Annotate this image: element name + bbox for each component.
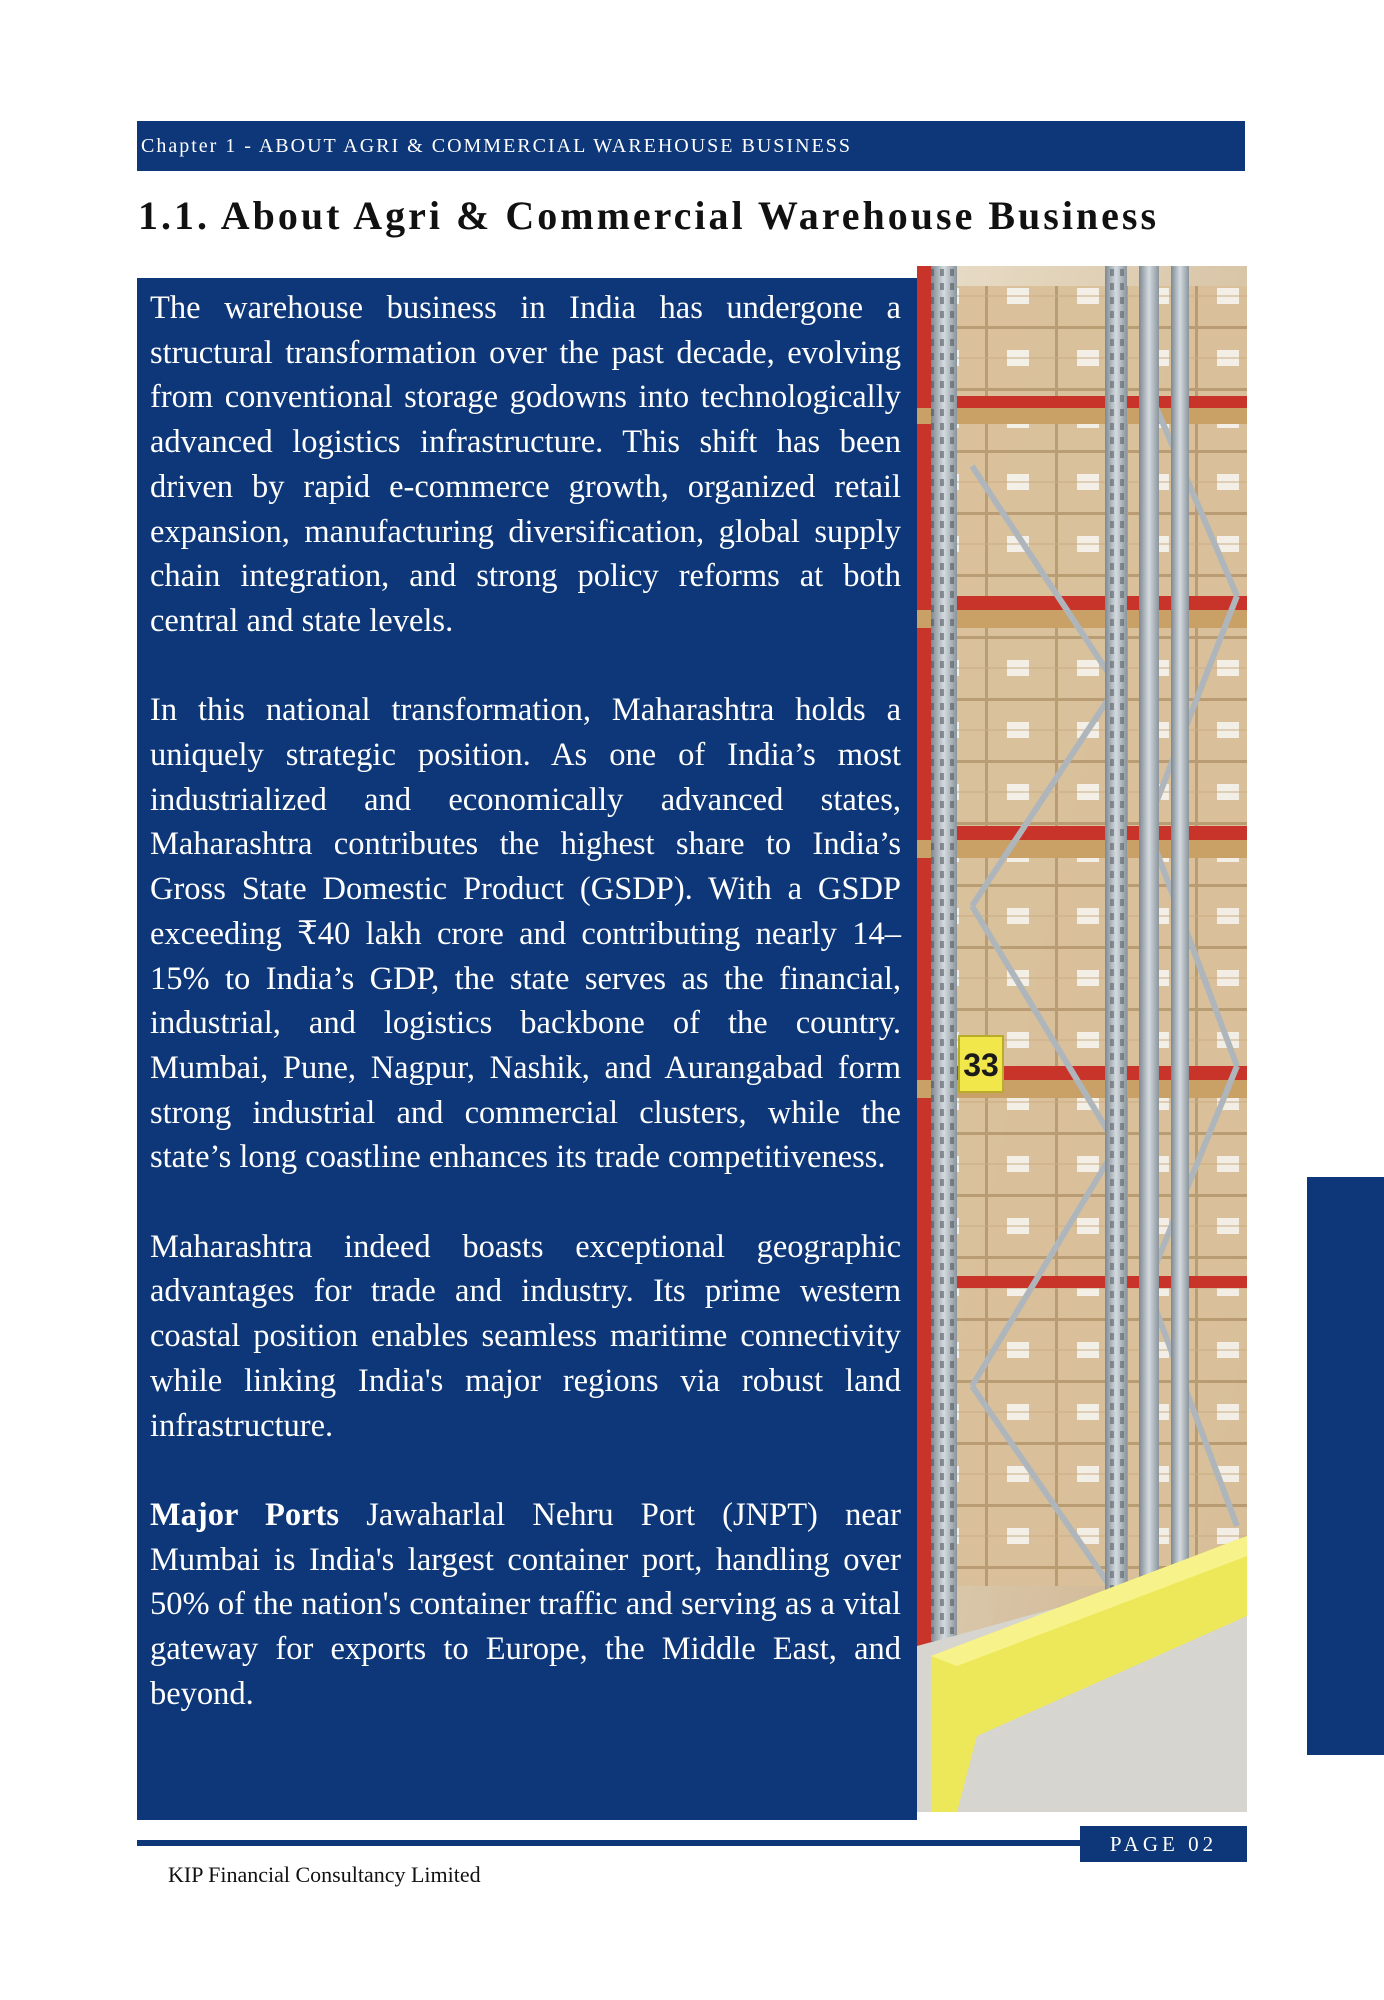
- section-title: 1.1. About Agri & Commercial Warehouse Business: [138, 193, 1160, 238]
- major-ports-lead: Major Ports: [150, 1496, 340, 1533]
- warehouse-illustration: [917, 266, 1247, 1812]
- page-number-tab: [1080, 1826, 1247, 1862]
- footer-rule: [137, 1840, 1080, 1846]
- text-panel: [137, 278, 917, 1820]
- paragraph-major-ports: [150, 1493, 901, 1717]
- chapter-header-bar: [137, 121, 1245, 171]
- paragraph-maharashtra-position: In this national transformation, Maharashtra holds a uniquely strategic position. As one of India’s most industrialized and economically advanced states, Maharashtra contributes the highest share to India’s Gross State Domestic Product (GSDP). With a GSDP exceeding ₹40 lakh crore and contributing nearly 14–15% to India’s GDP, the state serves as the financial, industrial, and logistics backbone of the country. Mumbai, Pune, Nagpur, Nashik, and Aurangabad form strong industrial and commercial clusters, while the state’s long coastline enhances its trade competitiveness.: [150, 692, 901, 1176]
- paragraph-warehouse-transformation: The warehouse business in India has undergone a structural transformation over the past decade, evolving from conventional storage godowns into technologically advanced logistics infrastructure. This shift has been driven by rapid e-commerce growth, organized retail expansion, manufacturing diversification, global supply chain integration, and strong policy reforms at both central and state levels.: [150, 290, 901, 639]
- warehouse-rack-photo: [917, 266, 1247, 1812]
- page-number: PAGE 02: [1109, 1831, 1218, 1856]
- side-accent-tab: [1307, 1177, 1384, 1755]
- rack-number-sign: 33: [963, 1047, 999, 1083]
- chapter-label: Chapter 1 - ABOUT AGRI & COMMERCIAL WAREHOUSE BUSINESS: [141, 134, 852, 157]
- company-name: KIP Financial Consultancy Limited: [168, 1862, 481, 1887]
- paragraph-geographic-advantages: Maharashtra indeed boasts exceptional geographic advantages for trade and industry. Its prime western coastal position enables seamless maritime connectivity while linking India's major regions via robust land infrastructure.: [150, 1228, 901, 1444]
- major-ports-text: Jawaharlal Nehru Port (JNPT) near Mumbai is India's largest container port, handling over 50% of the nation's container traffic and serving as a vital gateway for exports to Europe, the Middle East, and beyond.: [150, 1496, 901, 1712]
